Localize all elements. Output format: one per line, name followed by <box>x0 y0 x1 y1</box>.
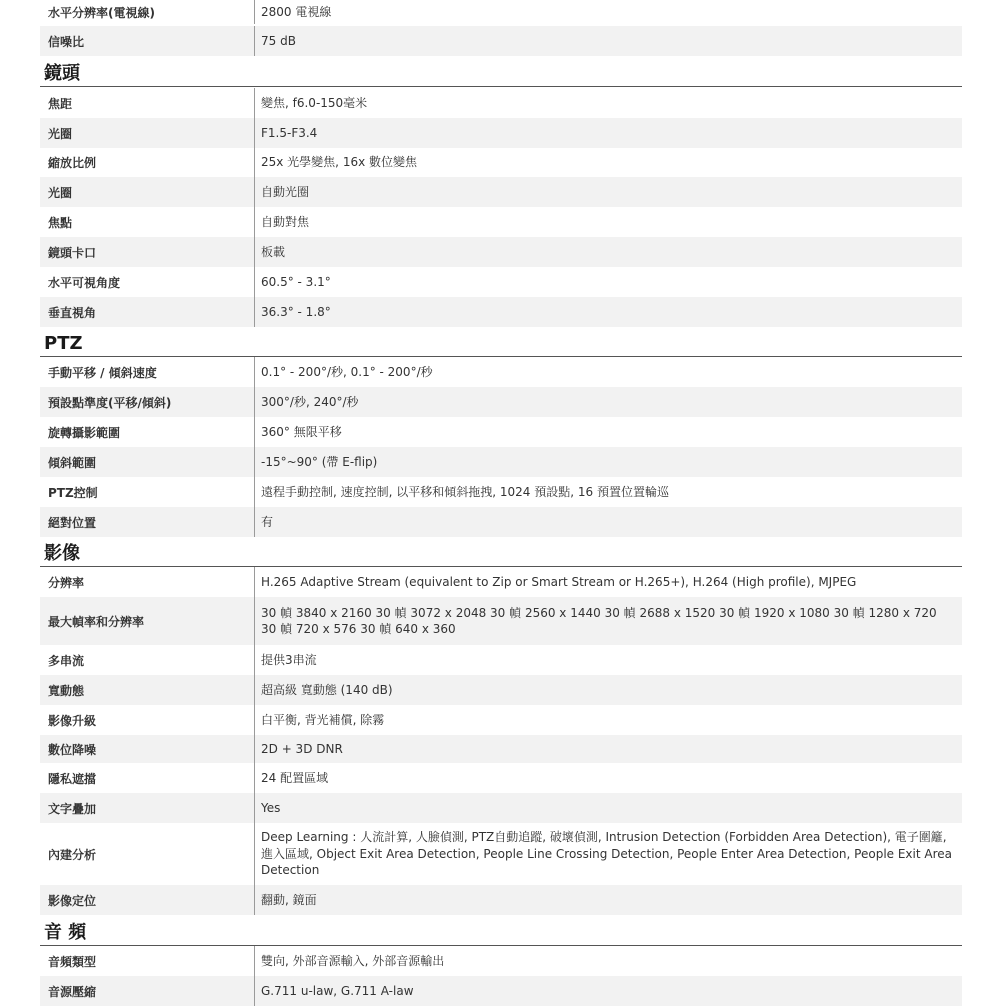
spec-label: 內建分析 <box>48 847 97 862</box>
spec-row <box>40 297 962 327</box>
column-divider <box>254 567 255 597</box>
spec-row <box>40 357 962 387</box>
column-divider <box>254 675 255 705</box>
spec-label: 旋轉攝影範圍 <box>48 425 121 440</box>
spec-row <box>40 237 962 267</box>
spec-row <box>40 946 962 976</box>
spec-value: G.711 u-law, G.711 A-law <box>261 983 414 998</box>
column-divider <box>254 597 255 645</box>
spec-value: 翻動, 鏡面 <box>261 892 317 907</box>
column-divider <box>254 357 255 387</box>
spec-label: 焦距 <box>48 96 73 111</box>
spec-value: 2800 電視線 <box>261 4 332 19</box>
spec-row <box>40 675 962 705</box>
column-divider <box>254 705 255 735</box>
spec-value: 雙向, 外部音源輸入, 外部音源輸出 <box>261 953 445 968</box>
spec-label: 縮放比例 <box>48 155 97 170</box>
spec-label: 垂直視角 <box>48 305 97 320</box>
column-divider <box>254 477 255 507</box>
spec-label: PTZ控制 <box>48 485 98 500</box>
spec-row <box>40 387 962 417</box>
column-divider <box>254 645 255 675</box>
spec-row <box>40 447 962 477</box>
spec-row <box>40 823 962 885</box>
spec-row <box>40 417 962 447</box>
spec-row <box>40 705 962 735</box>
spec-value: Deep Learning : 人流計算, 人臉偵測, PTZ自動追蹤, 破壞偵測, Intrusion Detection (Forbidden Area Detection), 電子圍籬, 進入區域, Object Exit Area Detection, People Line Crossing Detection, People Enter Area Detection, People Exit Area Detection <box>261 830 953 878</box>
spec-row <box>40 0 962 24</box>
spec-row <box>40 763 962 793</box>
column-divider <box>254 297 255 327</box>
column-divider <box>254 946 255 976</box>
column-divider <box>254 26 255 56</box>
spec-label: 預設點準度(平移/傾斜) <box>48 395 172 410</box>
column-divider <box>254 207 255 237</box>
spec-value: 提供3串流 <box>261 652 317 667</box>
column-divider <box>254 237 255 267</box>
spec-label: 寬動態 <box>48 683 85 698</box>
column-divider <box>254 976 255 1006</box>
spec-label: 絕對位置 <box>48 515 97 530</box>
spec-row <box>40 507 962 537</box>
column-divider <box>254 0 255 24</box>
spec-value: 自動光圈 <box>261 184 310 199</box>
spec-value: 24 配置區域 <box>261 770 329 785</box>
spec-label: 音頻類型 <box>48 954 97 969</box>
spec-row <box>40 177 962 207</box>
spec-row <box>40 885 962 915</box>
column-divider <box>254 387 255 417</box>
spec-value: 60.5° - 3.1° <box>261 274 331 289</box>
spec-label: 影像升級 <box>48 713 97 728</box>
column-divider <box>254 507 255 537</box>
column-divider <box>254 88 255 118</box>
spec-row <box>40 567 962 597</box>
column-divider <box>254 267 255 297</box>
spec-value: 300°/秒, 240°/秒 <box>261 394 359 409</box>
column-divider <box>254 885 255 915</box>
spec-row <box>40 118 962 148</box>
spec-label: 信噪比 <box>48 34 85 49</box>
spec-row <box>40 147 962 177</box>
section-title: PTZ <box>44 333 83 354</box>
spec-row <box>40 735 962 763</box>
section-title: 影像 <box>44 543 80 564</box>
spec-label: 水平分辨率(電視線) <box>48 5 155 20</box>
column-divider <box>254 735 255 763</box>
column-divider <box>254 793 255 823</box>
spec-value: 白平衡, 背光補償, 除霧 <box>261 712 385 727</box>
spec-value: 75 dB <box>261 33 296 48</box>
section-divider <box>40 86 962 87</box>
spec-label: 光圈 <box>48 126 73 141</box>
spec-label: 手動平移 / 傾斜速度 <box>48 365 157 380</box>
spec-label: 數位降噪 <box>48 742 97 757</box>
spec-value: -15°~90° (帶 E-flip) <box>261 454 378 469</box>
spec-value: Yes <box>261 800 281 815</box>
spec-value: 板載 <box>261 244 286 259</box>
column-divider <box>254 147 255 177</box>
spec-value: 遠程手動控制, 速度控制, 以平移和傾斜拖拽, 1024 預設點, 16 預置位置輪巡 <box>261 484 669 499</box>
spec-label: 分辨率 <box>48 575 85 590</box>
spec-row <box>40 976 962 1006</box>
column-divider <box>254 823 255 885</box>
spec-value: 36.3° - 1.8° <box>261 304 331 319</box>
spec-label: 水平可視角度 <box>48 275 121 290</box>
section-title: 音 頻 <box>44 922 87 943</box>
spec-value: 30 幀 3840 x 2160 30 幀 3072 x 2048 30 幀 2560 x 1440 30 幀 2688 x 1520 30 幀 1920 x 1080 30 幀 1280 x 720 30 幀 720 x 576 30 幀 640 x 360 <box>261 605 937 636</box>
spec-label: 音源壓縮 <box>48 984 97 999</box>
spec-label: 文字疊加 <box>48 801 97 816</box>
column-divider <box>254 417 255 447</box>
spec-row <box>40 88 962 118</box>
spec-row <box>40 597 962 645</box>
spec-label: 隱私遮擋 <box>48 771 97 786</box>
spec-row <box>40 267 962 297</box>
spec-label: 多串流 <box>48 653 85 668</box>
spec-value: 變焦, f6.0-150毫米 <box>261 95 368 110</box>
spec-value: 超高級 寬動態 (140 dB) <box>261 682 393 697</box>
spec-value: 自動對焦 <box>261 214 310 229</box>
spec-value: 2D + 3D DNR <box>261 741 343 756</box>
spec-row <box>40 477 962 507</box>
spec-value: 0.1° - 200°/秒, 0.1° - 200°/秒 <box>261 364 433 379</box>
spec-label: 光圈 <box>48 185 73 200</box>
spec-row <box>40 26 962 56</box>
spec-row <box>40 645 962 675</box>
spec-value: F1.5-F3.4 <box>261 125 318 140</box>
spec-value: 有 <box>261 514 274 529</box>
spec-label: 鏡頭卡口 <box>48 245 97 260</box>
spec-label: 影像定位 <box>48 893 97 908</box>
spec-label: 焦點 <box>48 215 73 230</box>
spec-value: 360° 無限平移 <box>261 424 342 439</box>
column-divider <box>254 118 255 148</box>
section-title: 鏡頭 <box>44 63 80 84</box>
spec-label: 傾斜範圍 <box>48 455 97 470</box>
spec-row <box>40 207 962 237</box>
spec-row <box>40 793 962 823</box>
column-divider <box>254 763 255 793</box>
spec-label: 最大幀率和分辨率 <box>48 614 145 629</box>
column-divider <box>254 447 255 477</box>
spec-value: H.265 Adaptive Stream (equivalent to Zip or Smart Stream or H.265+), H.264 (High profile), MJPEG <box>261 574 857 589</box>
spec-value: 25x 光學變焦, 16x 數位變焦 <box>261 154 418 169</box>
column-divider <box>254 177 255 207</box>
